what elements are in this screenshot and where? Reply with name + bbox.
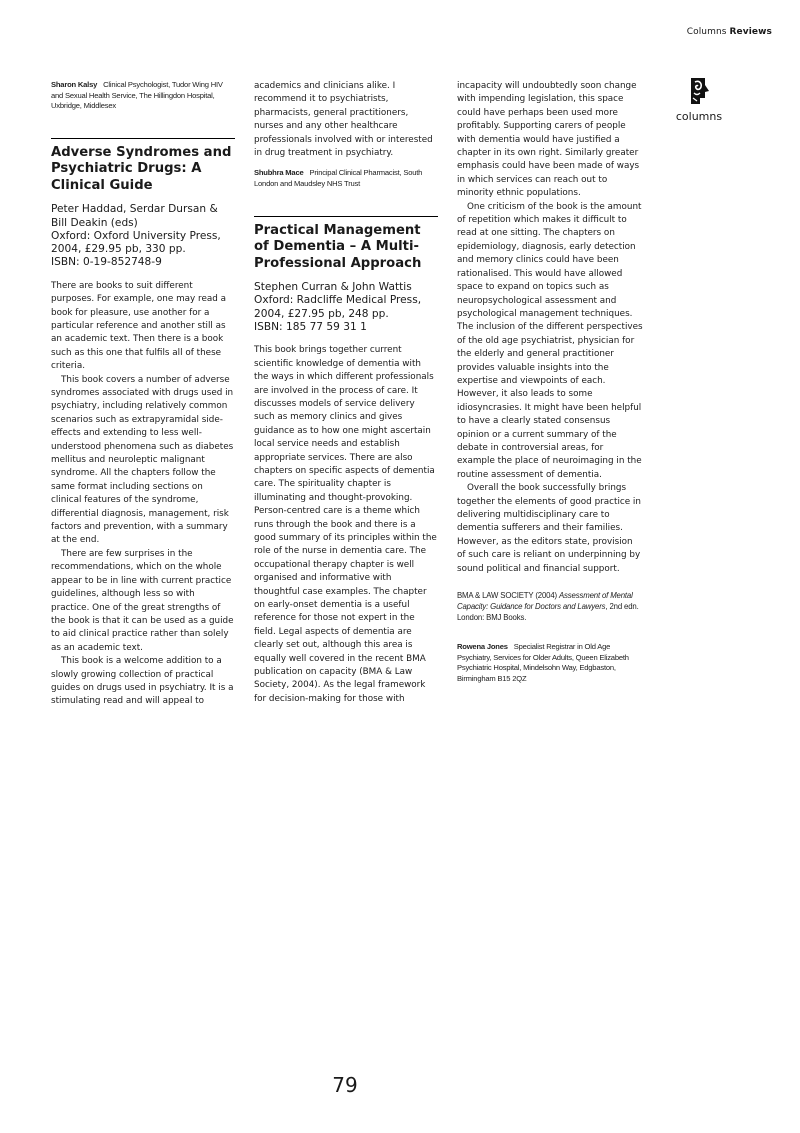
book-price-pages: 2004, £29.95 pb, 330 pp. — [51, 243, 186, 256]
body-paragraph: One criticism of the book is the amount of repetition which makes it difficult to read at one sitting. The chapters on epidemiology, diagnosis, early detection and memory clinics could have been rationalised. This would have allowed space to expand on topics such as neuropsychological assessment and psychological management techniques. The inclusion of the different perspectives of the old age psychiatrist, physician for the elderly and general practitioner provides valuable insights into the expertise and viewpoints of each. However, it also leads to some idiosyncrasies. It might have been helpful to have a clearly stated consensus opinion or a current summary of the debate in controversial areas, for example the place of neuroimaging in the routine assessment of dementia. — [457, 201, 643, 480]
column-3 — [457, 80, 643, 684]
reviewer-affiliation: Clinical Psychologist, Tudor Wing HIV and Sexual Health Service, The Hillingdon Hospital, Uxbridge, Middlesex — [51, 80, 223, 111]
reviewer-credit — [254, 168, 438, 189]
book-isbn: ISBN: 0-19-852748-9 — [51, 256, 162, 269]
book-details — [254, 281, 438, 334]
book-publisher: Oxford: Radcliffe Medical Press, — [254, 294, 422, 307]
body-paragraph: This book is a welcome addition to a slowly growing collection of practical guides on drugs used in psychiatry. It is a stimulating read and will appeal to — [51, 656, 234, 707]
book-isbn: ISBN: 185 77 59 31 1 — [254, 321, 367, 334]
page-number: 79 — [332, 1073, 358, 1097]
reviewer-credit — [51, 80, 235, 112]
book-details — [51, 203, 235, 269]
header-subsection: Reviews — [729, 27, 772, 37]
book-authors: Peter Haddad, Serdar Dursan & Bill Deakin (eds) — [51, 203, 218, 229]
section-rule — [51, 138, 235, 139]
header-section: Columns — [686, 27, 727, 37]
head-profile-icon — [685, 76, 713, 106]
reviewer-name: Sharon Kalsy — [51, 80, 98, 89]
logo-label: columns — [675, 110, 723, 123]
running-header — [687, 27, 772, 37]
reviewer-name: Shubhra Mace — [254, 168, 304, 178]
reviewer-affiliation: Principal Clinical Pharmacist, South London and Maudsley NHS Trust — [254, 168, 423, 189]
reviewer-credit — [457, 642, 643, 684]
reference-title: Assessment of Mental Capacity: Guidance for Doctors and Lawyers — [457, 591, 633, 612]
column-2 — [254, 80, 438, 706]
columns-logo — [675, 76, 723, 123]
book-publisher: Oxford: Oxford University Press, — [51, 229, 221, 242]
review-title: Adverse Syndromes and Psychiatric Drugs: A Clinical Guide — [51, 144, 232, 193]
section-rule — [254, 216, 438, 217]
body-paragraph: Overall the book successfully brings together the elements of good practice in delivering multidisciplinary care to dementia sufferers and their families. However, as the editors state, provision of such care is reliant on underpinning by sound political and financial support. — [457, 483, 641, 574]
review-title: Practical Management of Dementia – A Multi-Professional Approach — [254, 222, 422, 271]
reference-publication: , 2nd edn. London: BMJ Books. — [457, 602, 639, 623]
reviewer-name: Rowena Jones — [457, 642, 508, 652]
body-paragraph: This book brings together current scientific knowledge of dementia with the ways in which different professionals are involved in the process of care. It discusses models of service delivery such as memory clinics and gives guidance as to how one might ascertain local service needs and establish appropriate services. There are also chapters on specific aspects of dementia care. The spirituality chapter is illuminating and thought-provoking. Person-centred care is a theme which runs through the book and there is a good summary of its principles within the role of the nurse in dementia care. The occupational therapy chapter is well organised and informative with thoughtful case examples. The chapter on early-onset dementia is a useful reference for those not expert in the field. Legal aspects of dementia are clearly set out, although this area is equally well covered in the recent BMA publication on capacity (BMA & Law Society, 2004). As the legal framework for decision-making for those with — [254, 345, 437, 704]
book-authors: Stephen Curran & John Wattis — [254, 281, 412, 294]
reference-author: BMA & LAW SOCIETY (2004) — [457, 591, 557, 601]
body-paragraph: There are books to suit different purposes. For example, one may read a book for pleasure, use another for a particular reference and another still as an academic text. Then there is a book such as this one that fulfils all of these criteria. — [51, 280, 227, 372]
column-1 — [51, 80, 235, 709]
book-price-pages: 2004, £27.95 pb, 248 pp. — [254, 307, 389, 320]
reference-entry — [457, 590, 643, 623]
body-paragraph: incapacity will undoubtedly soon change with impending legislation, this space could have perhaps been used more profitably. Supporting carers of people with dementia would have justified a chapter in its own right. Similarly greater emphasis could have been made of ways in which services can reach out to minority ethnic populations. — [457, 81, 640, 199]
body-paragraph: There are few surprises in the recommendations, which on the whole appear to be in line with current practice guidelines, although less so with practice. One of the great strengths of the book is that it can be used as a guide to aid clinical practice rather than solely as an academic text. — [51, 548, 234, 653]
reviewer-affiliation: Specialist Registrar in Old Age Psychiatry, Services for Older Adults, Queen Elizabeth Psychiatric Hospital, Mindelsohn Way, Edgbaston, Birmingham B15 2QZ — [457, 642, 629, 683]
body-paragraph: academics and clinicians alike. I recommend it to psychiatrists, pharmacists, general practitioners, nurses and any other healthcare professionals involved with or interested in drug treatment in psychiatry. — [254, 81, 433, 159]
body-paragraph: This book covers a number of adverse syndromes associated with drugs used in psychiatry, including relatively common scenarios such as extrapyramidal side-effects and extending to less well-understood phenomena such as diabetes mellitus and neuroleptic malignant syndrome. All the chapters follow the same format including sections on clinical features of the syndrome, differential diagnosis, management, risk factors and prevention, with a summary at the end. — [51, 374, 234, 546]
